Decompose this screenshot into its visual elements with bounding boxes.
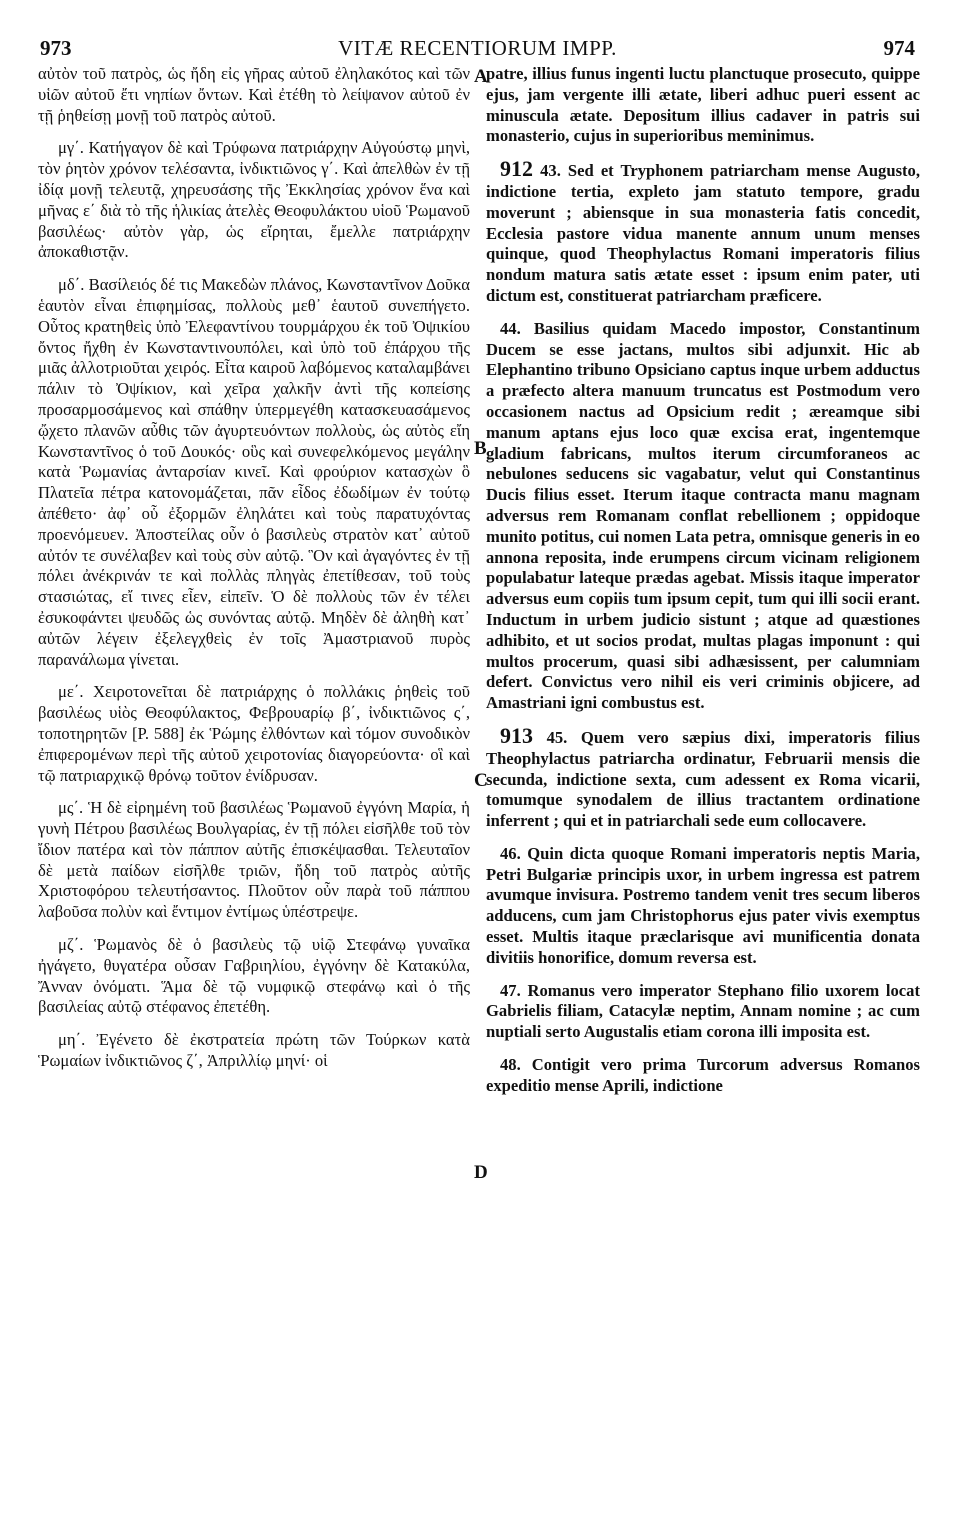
latin-section-45 [486,722,920,832]
latin-section-46: 46. Quin dicta quoque Romani imperatoris neptis Maria, Petri Bulgariæ principis uxor, in urbem ingressa est patrem avumque invisura. Postremo tandem venit tres secum liberos adducens, cum jam Christophorus ejus pater vivis exemptus esset. Multis itaque præclarisque avi munificentia donata divitiis honorifice, domum reversa est. [486,843,920,967]
latin-section-43-text: 43. Sed et Tryphonem patriarcham mense Augusto, indictione tertia, expleto jam statuto tempore, gradu moverunt ; abiensque in sua monasteria fatis concedit, Ecclesia pastore vidua manente annum unum menses quinque, quod Theophylactus Romani imperatoris filius nondum matura satis ætate esset : ipsum enim pater, uti dictum est, constituerat patriarcham præficere. [486,161,920,305]
latin-section-45-number: 45. [546,727,568,747]
greek-section-44: μδ΄. Βασίλειός δέ τις Μακεδὼν πλάνος, Κωνσταντῖνον Δοῦκα ἑαυτὸν εἶναι ἐπιφημίσας, πολλοὺς μεθ᾽ ἑαυτοῦ συνεπήγετο. Οὗτος κρατηθεὶς ὑπὸ Ἐλεφαντίνου τουρμάρχου ἐκ τοῦ Ὀψικίου ὄντος ἤχθη ἐν Κωνσταντινουπόλει, καὶ ὑπὸ τοῦ ἐπάρχου τῆς μιᾶς ἀλλοτριοῦται χειρός. Εἶτα καιροῦ λαβόμενος καταλαμβάνει πάλιν τὸ Ὀψίκιον, καὶ χεῖρα χαλκῆν ἀντὶ τῆς κοπείσης προσαρμοσάμενος καὶ σπάθην ὑπερμεγέθη κατασκευασάμενος ᾤχετο πλανῶν αὖθις τῶν ἀγυρτευόντων πολλοὺς, ὡς αὐτὸς εἴη Κωνσταντῖνος ὁ τοῦ Δουκός· οὓς καὶ συνεφελκόμενος μεγάλην κατὰ Ῥωμανίας ἀνταρσίαν κινεῖ. Καὶ φρούριον κατασχὼν ὃ Πλατεῖα πέτρα κατονομάζεται, πᾶν εἶδος ἐδωδίμων ἐν τούτῳ ἀπέθετο· ἀφ᾽ οὗ ἐξορμῶν ἐληλάτει καὶ τοὺς παρατυχόντας προενόμευεν. Ἀποστείλας οὖν ὁ βασιλεὺς στρατὸν κατ᾽ αὐτοῦ αὐτόν τε συνέλαβεν καὶ τοὺς σὺν αὐτῷ. Ὃν καὶ ἀγαγόντες ἐν τῇ πόλει ἀνέκρινάν τε καὶ πολλὰς πληγὰς ἐπετίθεσαν, τοῦ τοὺς στασιώτας, εἴ τινες εἶεν, εἰπεῖν. Ὁ δὲ πολλοὺς τῶν ἐν τέλει ἐσυκοφάντει ψευδῶς ὡς συνόντας αὐτῷ. Μηδὲν δὲ ἀληθὴ κατ᾽ αὐτῶν λέγειν ἐξελεγχθεὶς ἐν τοῖς Ἀμαστριανοῦ πυρὸς παρανάλωμα γίνεται. [38,275,470,669]
margin-letter-a: A [474,66,488,87]
running-header [0,0,955,60]
page-number-right: 974 [883,36,915,60]
running-title: VITÆ RECENTIORUM IMPP. [338,36,617,60]
margin-letter-d: D [474,1162,488,1183]
latin-section-45-text: Quem vero sæpius dixi, imperatoris filius Theophylactus patriarcha ordinatur, Februarii mensis die secunda, indictione sexta, cum adessent ex Roma vicarii, tomumque synodalem de illius tractantem ordinatione inferrent ; qui et in patriarchali sede eum collocavere. [486,727,920,831]
margin-letter-b: B [474,438,487,459]
greek-section-47: μζ΄. Ῥωμανὸς δὲ ὁ βασιλεὺς τῷ υἱῷ Στεφάνῳ γυναῖκα ἠγάγετο, θυγατέρα οὖσαν Γαβριηλίου, ἐγγόνην δὲ Κατακύλα, Ἄνναν ὀνόματι. Ἅμα δὲ τῷ νυμφικῷ στεφάνῳ καὶ ὁ τῆς βασιλείας αὐτῷ στέφανος ἐπετέθη. [38,935,470,1017]
greek-paragraph-continuation: αὐτὸν τοῦ πατρὸς, ὡς ἤδη εἰς γῆρας αὐτοῦ ἐληλακότος καὶ τῶν υἱῶν αὐτοῦ ἔτι νηπίων ὄντων. Καὶ ἐτέθη τὸ λείψανον αὐτοῦ ἐν τῇ ῥηθείσῃ μονῇ τοῦ πατρὸς αὐτοῦ. [38,64,470,125]
year-mark-912: 912 [500,156,533,182]
greek-section-46: μς΄. Ἡ δὲ εἰρημένη τοῦ βασιλέως Ῥωμανοῦ ἐγγόνη Μαρία, ἡ γυνὴ Πέτρου βασιλέως Βουλγαρίας, ἐν τῇ πόλει εἰσῆλθε τοῦ τὸν ἴδιον πατέρα καὶ τὸν πάππον αὐτῆς ἐπισκέψασθαι. Τελευταῖον δὲ μετὰ παίδων εἰσῆλθε τριῶν, ἤδη τοῦ πατρὸς αὐτῆς Χριστοφόρου τελευτήσαντος. Πλοῦτον οὖν παρὰ τοῦ πάππου λαβοῦσα πολὺν καὶ ἔντιμον ἐντίμως ὑπέστρεψε. [38,798,470,922]
year-mark-913: 913 [500,722,533,748]
latin-column [486,64,920,1109]
latin-section-43 [486,156,920,307]
greek-section-48: μη΄. Ἐγένετο δὲ ἐκστρατεία πρώτη τῶν Τούρκων κατὰ Ῥωμαίων ἰνδικτιῶνος ζ΄, Ἀπριλλίῳ μηνί· οἱ [38,1030,470,1071]
page-number-left: 973 [40,36,72,60]
latin-section-47: 47. Romanus vero imperator Stephano filio uxorem locat Gabrielis filiam, Catacylæ neptim, Annam nomine ; ac cum nuptiali serto Augustalis etiam corona illi imposita est. [486,980,920,1042]
latin-section-44: 44. Basilius quidam Macedo impostor, Constantinum Ducem se esse jactans, multos sibi adjunxit. Hic ab Elephantino tribuno Opsiciano captus inque urbem adductus a præfecto altera manuum truncatus est Postmodum vero occasionem nactus ad Opsicium redit ; æreamque sibi manum aptans ejus loco quæ excisa erat, ingentemque gladium fabricans, multos iterum circumforaneos ac nebulones seducens sic vagabatur, velut qui Constantinus Ducis filius esset. Iterum itaque contracta manu magnam adversus rem Romanam conflat rebellionem ; oppidoque munito potitus, cui nomen Lata petra, omnisque generis in eo annona reposita, inde erumpens circum vicinam religionem populabatur lateque prædas agebat. Missis itaque imperator adversus eum copiis tum ipsum cepit, tum qui illi socii erant. Inductum in urbem judicio sistunt ; atque ad quæstiones adhibito, et ut socios prodat, multas plagas imponunt : qui multos procerum, quasi sibi adhæsissent, per calumniam defert. Convictus vero nihil eis veri criminis objicere, ad Amastriani igni combustus est. [486,318,920,713]
latin-section-48: 48. Contigit vero prima Turcorum adversus Romanos expeditio mense Aprili, indictione [486,1055,920,1095]
margin-letter-c: C [474,770,488,791]
latin-paragraph-continuation: patre, illius funus ingenti luctu planctuque prosecuto, quippe ejus, jam vergente illi ætate, liberi adhuc pueri essent ac minuscula ætate. Depositum illius cadaver in patris sui monasterio, cujus in superioribus meminimus. [486,64,920,146]
greek-column [38,64,470,1084]
greek-section-45: με΄. Χειροτονεῖται δὲ πατριάρχης ὁ πολλάκις ῥηθεὶς τοῦ βασιλέως υἱὸς Θεοφύλακτος, Φεβρουαρίῳ β΄, ἰνδικτιῶνος ς΄, τοποτηρητῶν [P. 588] ἐκ Ῥώμης ἐλθόντων καὶ τόμον συνοδικὸν ἐπιφερομένων περὶ τῆς αὐτοῦ χειροτονίας διαγορεύοντα· οἳ καὶ τῷ πατριαρχικῷ θρόνῳ τοῦτον ἐνίδρυσαν. [38,682,470,785]
greek-section-43: μγ΄. Κατήγαγον δὲ καὶ Τρύφωνα πατριάρχην Αὐγούστῳ μηνὶ, τὸν ῥητὸν χρόνον τελέσαντα, ἰνδικτιῶνος γ΄. Καὶ ἀπελθὼν ἐν τῇ ἰδίᾳ μονῇ τελευτᾷ, χηρευσάσης τῆς Ἐκκλησίας χρόνον ἕνα καὶ μῆνας ε΄ διὰ τὸ τῆς ἡλικίας ἀτελὲς Θεοφυλάκτου υἱοῦ Ῥωμανοῦ βασιλέως· αὐτὸν γὰρ, ὡς εἴρηται, ἔμελλε πατριάρχην ἀποκαθιστᾷν. [38,138,470,262]
